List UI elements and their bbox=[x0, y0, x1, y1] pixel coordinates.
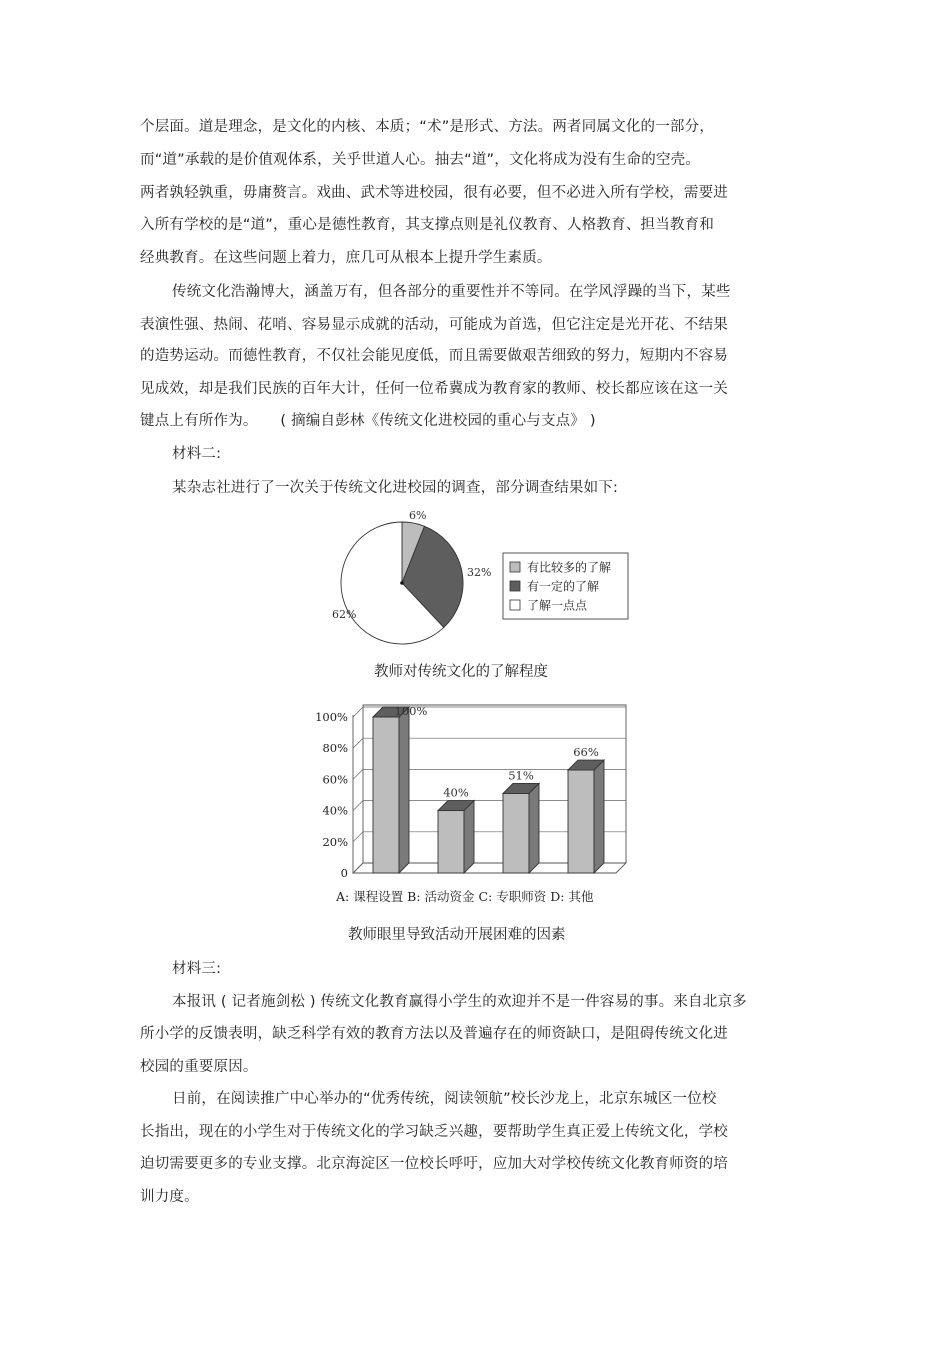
body-text-line: 长指出，现在的小学生对于传统文化的学习缺乏兴趣，要帮助学生真正爱上传统文化，学校 bbox=[140, 1124, 728, 1140]
legend-label: 有比较多的了解 bbox=[527, 560, 612, 575]
bar-chart bbox=[305, 690, 645, 910]
y-tick-label: 100% bbox=[315, 710, 348, 724]
y-tick-label: 60% bbox=[322, 772, 348, 787]
pie-center-dot bbox=[400, 581, 404, 585]
pie-slice-label: 6% bbox=[409, 509, 427, 522]
bar-front bbox=[438, 811, 464, 873]
bar-front bbox=[373, 717, 399, 873]
body-text-line: 表演性强、热闹、花哨、容易显示成就的活动，可能成为首选，但它注定是光开花、不结果 bbox=[140, 317, 728, 333]
bar-front bbox=[503, 793, 529, 873]
legend-swatch bbox=[510, 600, 520, 610]
body-text-line: 所小学的反馈表明，缺乏科学有效的教育方法以及普遍存在的师资缺口，是阻碍传统文化进 bbox=[140, 1026, 728, 1042]
body-text-line: 见成效，却是我们民族的百年大计，任何一位希冀成为教育家的教师、校长都应该在这一关 bbox=[140, 381, 728, 397]
material3-label: 材料三: bbox=[172, 961, 222, 977]
y-tick-label: 0 bbox=[340, 866, 348, 880]
bar-side bbox=[529, 783, 539, 873]
material2-label: 材料二: bbox=[172, 446, 222, 462]
y-tick-label: 80% bbox=[322, 741, 348, 756]
body-text-line-end: 键点上有所作为。 bbox=[140, 413, 258, 429]
y-tick-label: 40% bbox=[322, 803, 348, 818]
pie-chart-caption: 教师对传统文化的了解程度 bbox=[374, 664, 548, 680]
y-tick-label: 20% bbox=[322, 834, 348, 849]
body-text-line: 而“道”承载的是价值观体系，关乎世道人心。抽去“道”，文化将成为没有生命的空壳。 bbox=[140, 152, 701, 168]
survey-intro: 某杂志社进行了一次关于传统文化进校园的调查，部分调查结果如下: bbox=[172, 480, 619, 496]
body-text-line: 的造势运动。而德性教育，不仅社会能见度低，而且需要做艰苦细致的努力，短期内不容易 bbox=[140, 348, 728, 364]
legend-label: 了解一点点 bbox=[527, 598, 588, 613]
bar-front bbox=[568, 770, 594, 873]
body-text-line: 本报讯 ( 记者施剑松 ) 传统文化教育赢得小学生的欢迎并不是一件容易的事。来自北京多 bbox=[172, 994, 747, 1010]
bar-value-label: 40% bbox=[443, 785, 469, 800]
body-text-line: 日前，在阅读推广中心举办的“优秀传统，阅读领航”校长沙龙上，北京东城区一位校 bbox=[172, 1091, 717, 1107]
source-citation: ( 摘编自彭林《传统文化进校园的重心与支点》 ) bbox=[280, 413, 596, 429]
bar-value-label: 51% bbox=[508, 768, 534, 783]
body-text-line: 两者孰轻孰重，毋庸赘言。戏曲、武术等进校园，很有必要，但不必进入所有学校，需要进 bbox=[140, 185, 728, 201]
pie-chart bbox=[315, 505, 645, 655]
bar-side bbox=[464, 801, 474, 873]
legend-label: 有一定的了解 bbox=[527, 579, 600, 594]
bar-chart-caption: 教师眼里导致活动开展困难的因素 bbox=[348, 927, 566, 943]
pie-slice-label: 32% bbox=[467, 566, 492, 579]
pie-slice-label: 62% bbox=[332, 608, 357, 621]
legend-swatch bbox=[510, 562, 520, 572]
body-text-line: 个层面。道是理念，是文化的内核、本质；“术”是形式、方法。两者同属文化的一部分， bbox=[140, 119, 715, 135]
body-text-line: 训力度。 bbox=[140, 1189, 199, 1205]
bar-side bbox=[399, 707, 409, 873]
legend-swatch bbox=[510, 581, 520, 591]
bar-value-label: 66% bbox=[573, 745, 599, 760]
body-text-line: 经典教育。在这些问题上着力，庶几可从根本上提升学生素质。 bbox=[140, 250, 552, 266]
bar-side bbox=[594, 760, 604, 873]
body-text-line bbox=[140, 411, 596, 431]
bar-value-label: 100% bbox=[394, 704, 428, 718]
body-text-line: 校园的重要原因。 bbox=[140, 1059, 258, 1075]
bar-chart-xlabel: A: 课程设置 B: 活动资金 C: 专职师资 D: 其他 bbox=[336, 889, 594, 904]
body-text-line: 迫切需要更多的专业支撑。北京海淀区一位校长呼吁，应加大对学校传统文化教育师资的培 bbox=[140, 1156, 728, 1172]
body-text-line: 入所有学校的是“道”，重心是德性教育，其支撑点则是礼仪教育、人格教育、担当教育和 bbox=[140, 217, 715, 233]
body-text-line: 传统文化浩瀚博大，涵盖万有，但各部分的重要性并不等同。在学风浮躁的当下，某些 bbox=[172, 284, 731, 300]
